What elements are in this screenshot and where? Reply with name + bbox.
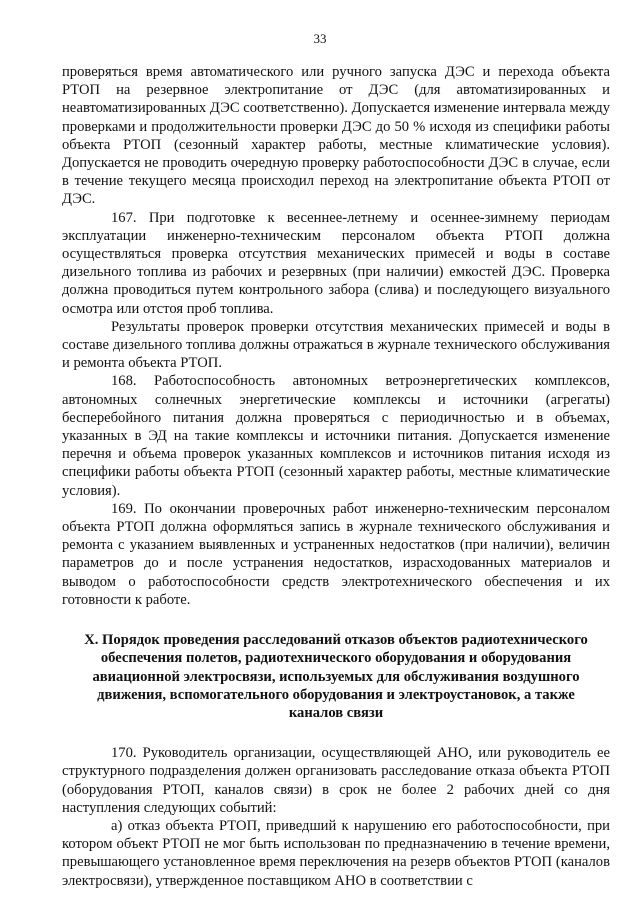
document-body (62, 63, 610, 890)
paragraph-167-results: Результаты проверок проверки отсутствия механических примесей и воды в составе дизельного топлива должны отражаться в журнале технического обслуживания и ремонта объекта РТОП. (62, 318, 610, 372)
paragraph-169: 169. По окончании проверочных работ инженерно-техническим персоналом объекта РТОП должна оформляться запись в журнале технического обслуживания и ремонта с указанием выявленных и устраненных недостатков (при наличии), величин параметров до и после устранения недостатков, израсходованных материалов и выводом о работоспособности средств электротехнического обеспечения и их готовности к работе. (62, 500, 610, 608)
paragraph-167: 167. При подготовке к весеннее-летнему и осеннее-зимнему периодам эксплуатации инженерно-техническим персоналом объекта РТОП должна осуществляться проверка отсутствия механических примесей и воды в составе дизельного топлива из рабочих и резервных (при наличии) емкостей ДЭС. Проверка должна проводиться путем контрольного забора (слива) и последующего визуального осмотра или отстоя проб топлива. (62, 209, 610, 317)
paragraph-170: 170. Руководитель организации, осуществляющей АНО, или руководитель ее структурного подразделения должен организовать расследование отказа объекта РТОП (оборудования РТОП, каналов связи) в срок не более 2 рабочих дней со дня наступления следующих событий: (62, 745, 610, 816)
paragraph-170-a: а) отказ объекта РТОП, приведший к нарушению его работоспособности, при котором объект РТОП не мог быть использован по предназначению в течение времени, превышающего установленное время переключения на резерв объектов РТОП (каналов электросвязи), утвержденное поставщиком АНО в соответствии с (62, 817, 610, 889)
paragraph-continuation: проверяться время автоматического или ручного запуска ДЭС и перехода объекта РТОП на резервное электропитание от ДЭС (для автоматизированных и неавтоматизированных ДЭС соответственно). Допускается изменение интервала между проверками и продолжительности проверки ДЭС до 50 % исходя из специфики работы объекта РТОП (сезонный характер работы, местные климатические условия). Допускается не проводить очередную проверку работоспособности ДЭС в случае, если в течение текущего месяца происходил переход на электропитание объекта РТОП от ДЭС. (62, 64, 610, 208)
section-heading: X. Порядок проведения расследований отказов объектов радиотехнического обеспечения полетов, радиотехнического оборудования и оборудования авиационной электросвязи, используемых для обслуживания воздушного движения, вспомогательного оборудования и электроустановок, а также каналов связи (84, 632, 588, 721)
paragraph-168: 168. Работоспособность автономных ветроэнергетических комплексов, автономных солнечных энергетические комплексы и источники (агрегаты) бесперебойного питания должна проверяться с периодичностью и в объемах, указанных в ЭД на такие комплексы и источники питания. Допускается изменение перечня и объема проверок указанных комплексов и источников питания исходя из специфики работы объекта РТОП (сезонный характер работы, местные климатические условия). (62, 373, 610, 499)
page-number: 33 (313, 31, 327, 46)
